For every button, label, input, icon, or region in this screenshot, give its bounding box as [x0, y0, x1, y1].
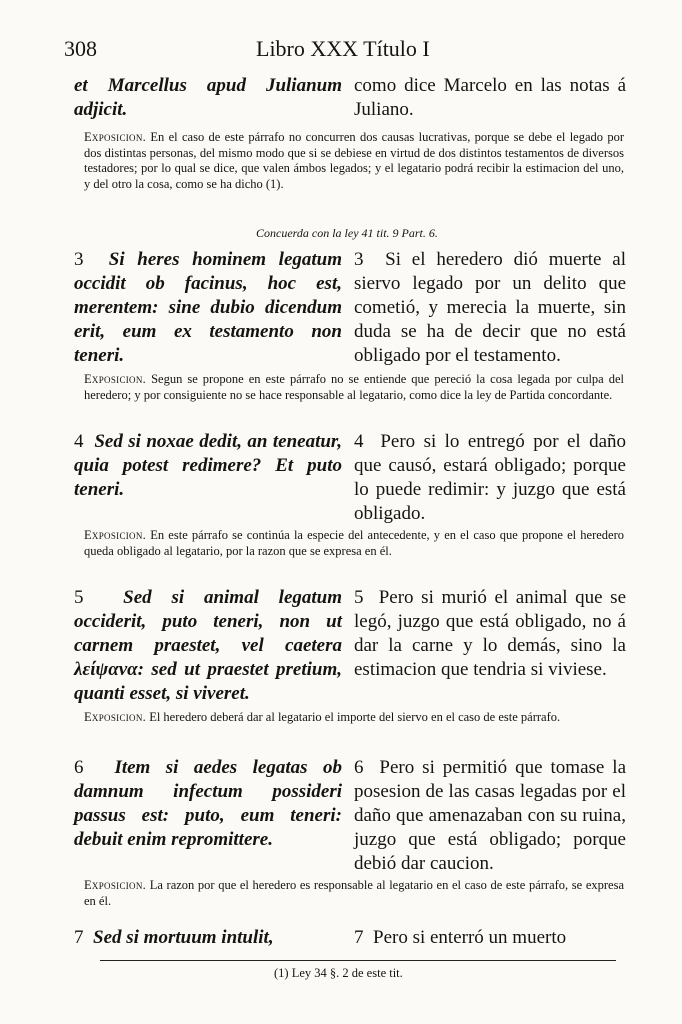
spanish-column [354, 248, 626, 368]
spanish-text: Pero si murió el animal que se legó, juzgo que está obligado, no á dar la carne y lo demás, sino la estimacion que tendria si viviese. [354, 587, 626, 680]
exposicion-label: Exposicion. [84, 372, 147, 386]
spanish-column [354, 586, 626, 682]
exposicion-label: Exposicion. [84, 878, 147, 892]
spanish-text: Pero si enterró un muerto [373, 927, 567, 948]
latin-column [74, 756, 342, 852]
paragraph-number: 6 [74, 757, 84, 778]
latin-text: Sed si animal legatum occiderit, puto teneri, non ut carnem praestet, vel caetera λείψανα: sed ut praestet pretium, quanti esset, si viveret. [74, 587, 343, 704]
paragraph-number: 5 [354, 587, 364, 608]
latin-text: Item si aedes legatas ob damnum infectum possideri passus est: puto, eum teneri: debuit enim repromittere. [74, 757, 343, 850]
paragraph-number: 6 [354, 757, 364, 778]
exposicion-6 [84, 878, 624, 909]
exposicion-5 [84, 710, 624, 726]
paragraph-number: 3 [354, 249, 364, 270]
latin-column [74, 586, 342, 706]
latin-text: et Marcellus apud Julianum adjicit. [74, 75, 342, 120]
footnote-rule [100, 960, 616, 961]
running-title: Libro XXX Título I [256, 36, 430, 61]
footnote: (1) Ley 34 §. 2 de este tit. [274, 966, 403, 980]
exposicion-4 [84, 528, 624, 559]
page-header [64, 36, 644, 66]
spanish-column [354, 74, 626, 122]
paragraph-number: 7 [354, 927, 364, 948]
exposicion-text: Segun se propone en este párrafo no se entiende que pereció la cosa legada por culpa del heredero; y por consiguiente no se hace responsable al legatario, como dice la ley de Partida concordante. [84, 372, 625, 402]
concordance-note: Concuerda con la ley 41 tit. 9 Part. 6. [256, 226, 438, 240]
paragraph-number: 4 [354, 431, 364, 452]
exposicion-label: Exposicion. [84, 710, 147, 724]
paragraph-number: 4 [74, 431, 84, 452]
exposicion-text: En el caso de este párrafo no concurren dos causas lucrativas, porque se debe el legado por dos distintas personas, del mismo modo que si se debiese en virtud de dos distintos testamentos de diversos testadores; por lo qual se dice, que valen ámbos legados; y el legatario podrá recibir la estimacion del uno, y del otro la cosa, como se ha dicho (1). [84, 130, 625, 191]
paragraph-number: 7 [74, 927, 84, 948]
spanish-column [354, 926, 626, 950]
spanish-text: Si el heredero dió muerte al siervo legado por un delito que cometió, y merecia la muerte, sin duda se ha de decir que no está obligado por el testamento. [354, 249, 626, 366]
exposicion-label: Exposicion. [84, 528, 147, 542]
latin-column [74, 248, 342, 368]
page-number: 308 [64, 36, 97, 61]
spanish-column [354, 430, 626, 526]
spanish-text: Pero si permitió que tomase la posesion de las casas legadas por el daño que amenazaban con su ruina, juzgo que está obligado; porque debió dar caucion. [354, 757, 626, 874]
paragraph-number: 3 [74, 249, 84, 270]
latin-column [74, 926, 342, 950]
spanish-column [354, 756, 626, 876]
latin-column [74, 430, 342, 502]
latin-text: Sed si noxae dedit, an teneatur, quia potest redimere? Et puto teneri. [74, 431, 343, 500]
exposicion-1 [84, 130, 624, 192]
latin-text: Si heres hominem legatum occidit ob facinus, hoc est, merentem: sine dubio dicendum erit, eum ex testamento non teneri. [74, 249, 343, 366]
paragraph-number: 5 [74, 587, 84, 608]
exposicion-label: Exposicion. [84, 130, 147, 144]
spanish-text: Pero si lo entregó por el daño que causó, estará obligado; porque lo puede redimir: y juzgo que está obligado. [354, 431, 627, 524]
exposicion-text: El heredero deberá dar al legatario el importe del siervo en el caso de este párrafo. [149, 710, 561, 724]
exposicion-3 [84, 372, 624, 403]
latin-column [74, 74, 342, 122]
latin-text: Sed si mortuum intulit, [93, 927, 274, 948]
exposicion-text: La razon por que el heredero es responsable al legatario en el caso de este párrafo, se expresa en él. [84, 878, 625, 908]
exposicion-text: En este párrafo se continúa la especie del antecedente, y en el caso que propone el heredero queda obligado al legatario, por la razon que se expresa en él. [84, 528, 624, 558]
spanish-text: como dice Marcelo en las notas á Juliano. [354, 75, 626, 120]
